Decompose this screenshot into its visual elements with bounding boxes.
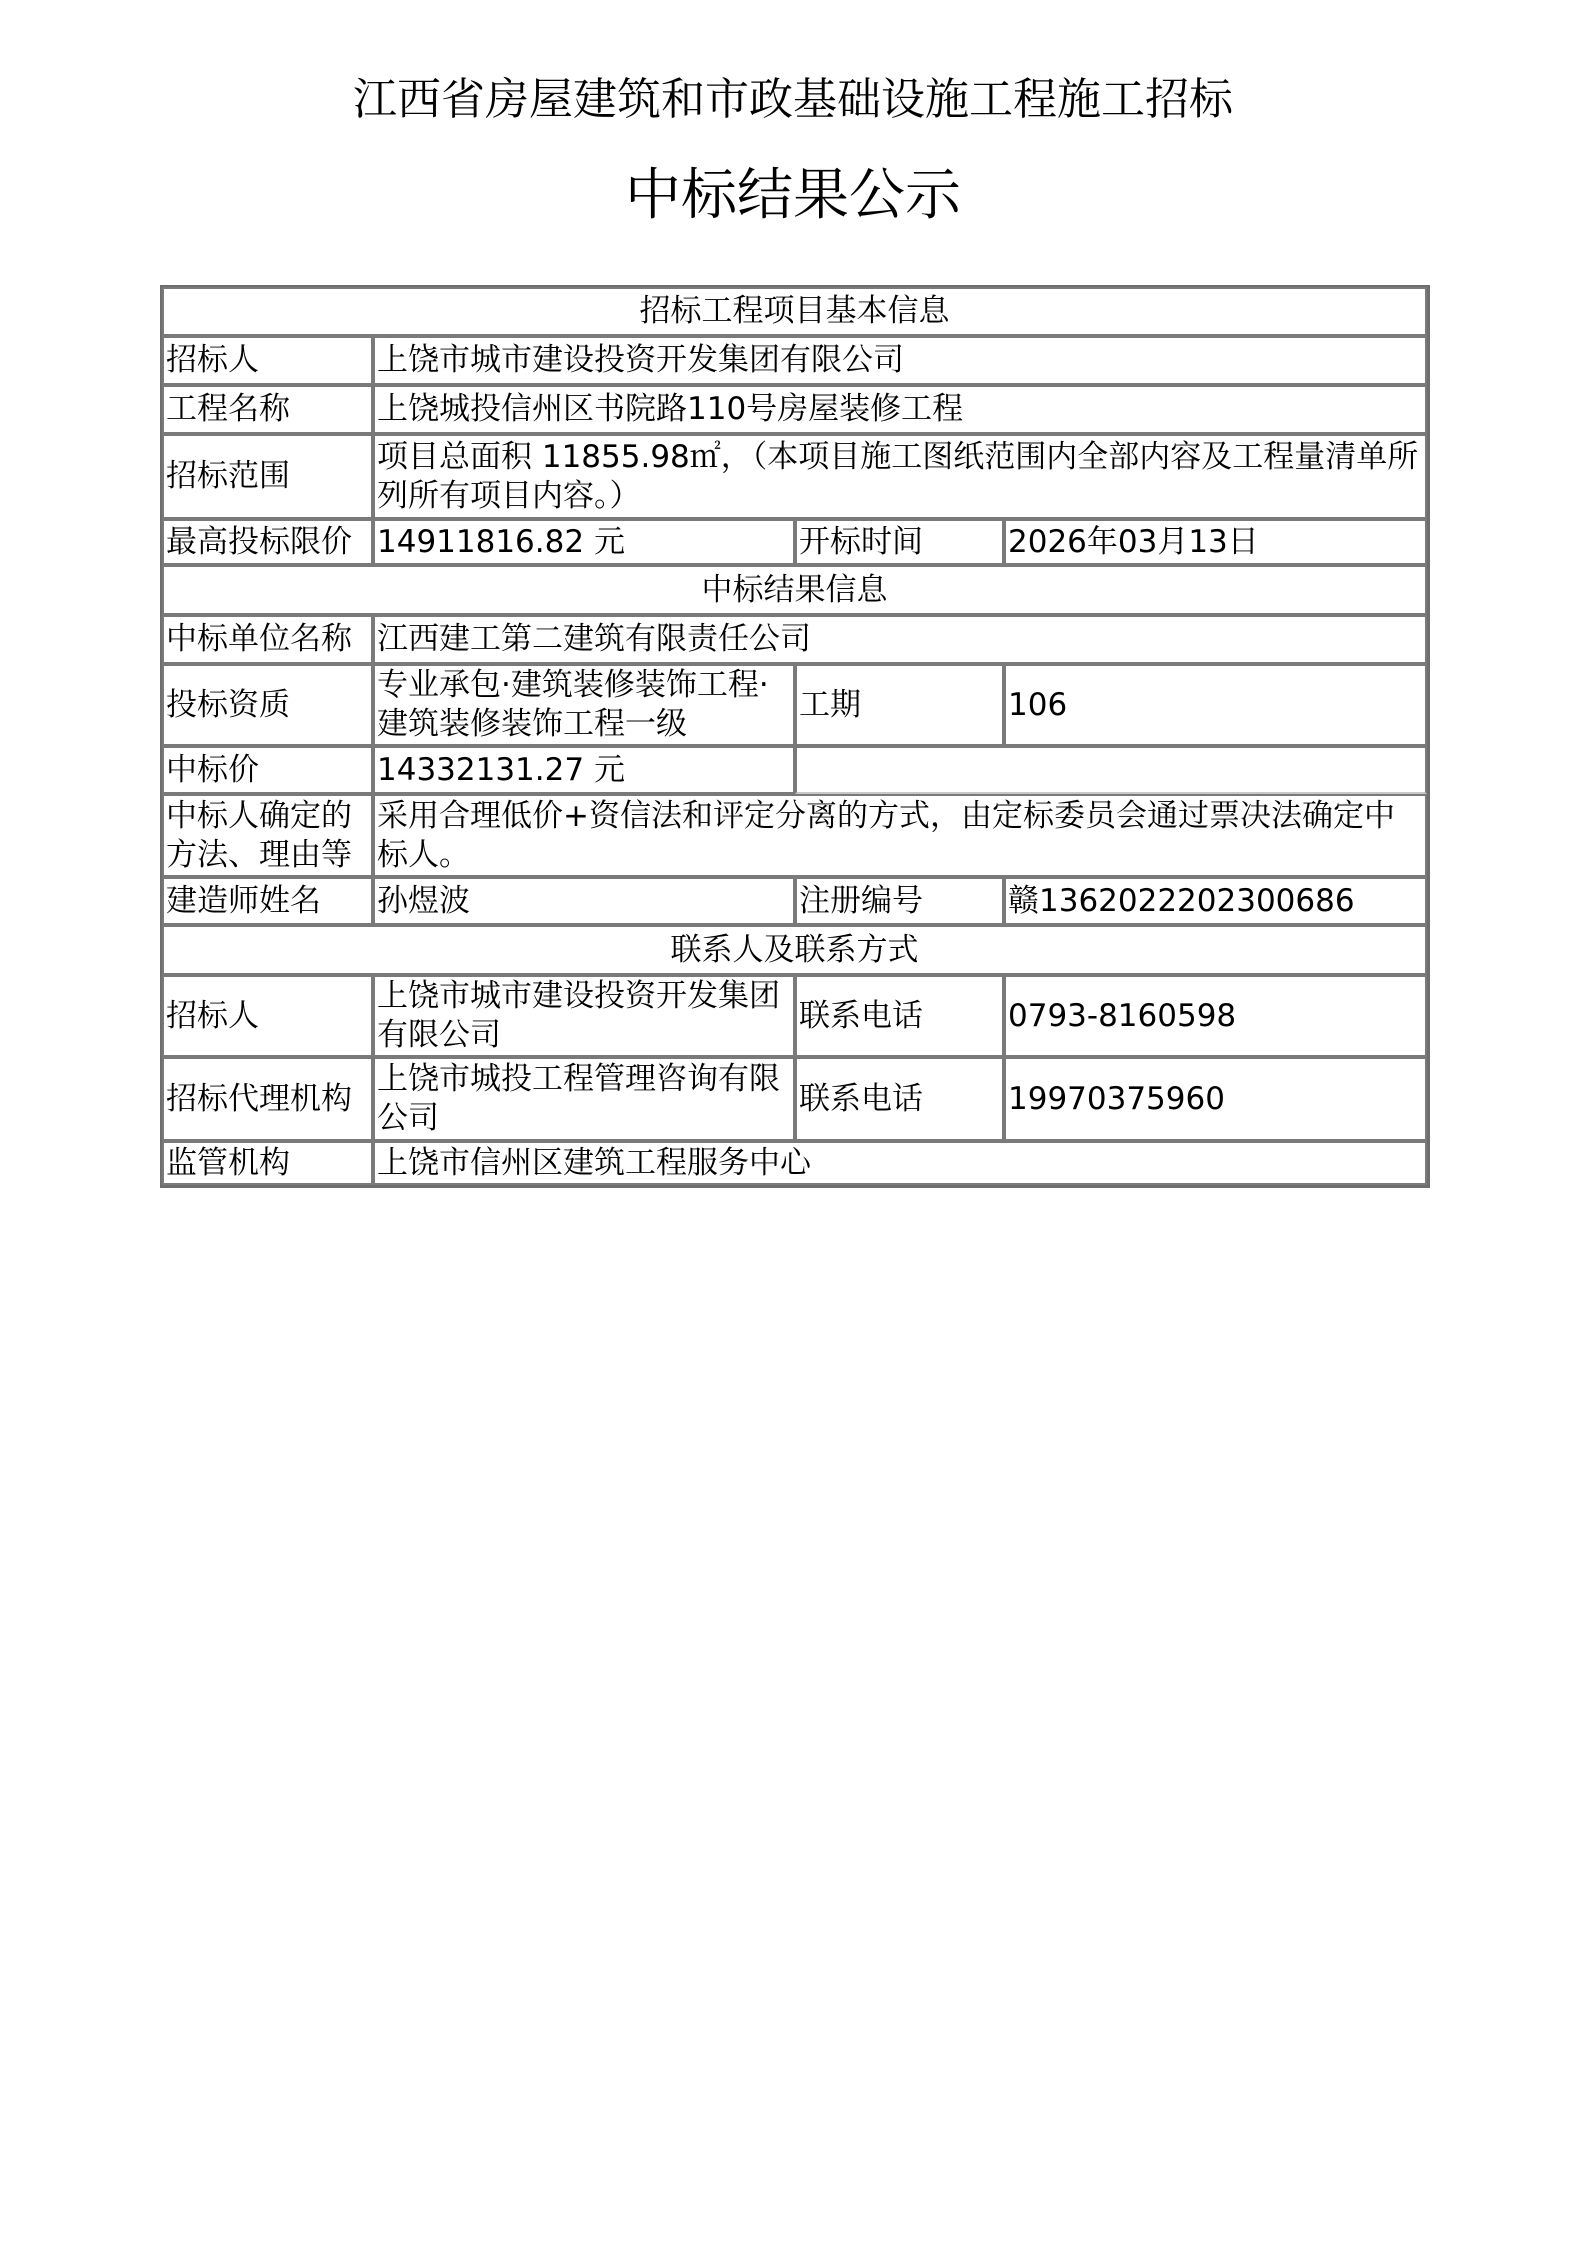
contact-tenderer-value: 上饶市城市建设投资开发集团有限公司	[373, 975, 795, 1057]
project-name-label: 工程名称	[162, 385, 373, 434]
agency-phone-label: 联系电话	[795, 1057, 1004, 1141]
section-heading-contacts: 联系人及联系方式	[162, 925, 1427, 975]
bid-open-value: 2026年03月13日	[1004, 519, 1427, 565]
project-name-value: 上饶城投信州区书院路110号房屋装修工程	[373, 385, 1427, 434]
section-heading-basic-info: 招标工程项目基本信息	[162, 287, 1427, 336]
reg-no-label: 注册编号	[795, 877, 1004, 925]
max-price-value: 14911816.82 元	[373, 519, 795, 565]
table-row	[162, 664, 1427, 746]
table-row	[162, 746, 1427, 794]
method-label: 中标人确定的方法、理由等	[162, 794, 373, 877]
section-header-row	[162, 565, 1427, 615]
price-label: 中标价	[162, 746, 373, 794]
contact-tenderer-label: 招标人	[162, 975, 373, 1057]
tenderer-label: 招标人	[162, 336, 373, 385]
document-title: 江西省房屋建筑和市政基础设施工程施工招标	[353, 74, 1233, 125]
max-price-label: 最高投标限价	[162, 519, 373, 565]
table-row	[162, 975, 1427, 1057]
tenderer-phone-label: 联系电话	[795, 975, 1004, 1057]
result-table	[160, 285, 1430, 1188]
agency-phone-value: 19970375960	[1004, 1057, 1427, 1141]
qualification-value: 专业承包·建筑装修装饰工程·建筑装修装饰工程一级	[373, 664, 795, 746]
scope-value: 项目总面积 11855.98㎡，（本项目施工图纸范围内全部内容及工程量清单所列所有项目内容。）	[373, 434, 1427, 519]
table-row	[162, 615, 1427, 664]
section-header-row	[162, 287, 1427, 336]
table-row	[162, 794, 1427, 877]
table-row	[162, 385, 1427, 434]
document-subtitle: 中标结果公示	[625, 163, 961, 228]
tenderer-value: 上饶市城市建设投资开发集团有限公司	[373, 336, 1427, 385]
qualification-label: 投标资质	[162, 664, 373, 746]
reg-no-value: 赣1362022202300686	[1004, 877, 1427, 925]
table-row	[162, 519, 1427, 565]
table-row	[162, 1141, 1427, 1185]
duration-label: 工期	[795, 664, 1004, 746]
table-row	[162, 434, 1427, 519]
price-value: 14332131.27 元	[373, 746, 795, 794]
tenderer-phone-value: 0793-8160598	[1004, 975, 1427, 1057]
method-value: 采用合理低价+资信法和评定分离的方式，由定标委员会通过票决法确定中标人。	[373, 794, 1427, 877]
bid-open-label: 开标时间	[795, 519, 1004, 565]
empty-cell	[795, 746, 1427, 794]
agency-label: 招标代理机构	[162, 1057, 373, 1141]
agency-value: 上饶市城投工程管理咨询有限公司	[373, 1057, 795, 1141]
winner-label: 中标单位名称	[162, 615, 373, 664]
section-heading-result-info: 中标结果信息	[162, 565, 1427, 615]
supervisor-label: 监管机构	[162, 1141, 373, 1185]
section-header-row	[162, 925, 1427, 975]
table-row	[162, 1057, 1427, 1141]
supervisor-value: 上饶市信州区建筑工程服务中心	[373, 1141, 1427, 1185]
table-row	[162, 877, 1427, 925]
duration-value: 106	[1004, 664, 1427, 746]
winner-value: 江西建工第二建筑有限责任公司	[373, 615, 1427, 664]
table-row	[162, 336, 1427, 385]
scope-label: 招标范围	[162, 434, 373, 519]
builder-value: 孙煜波	[373, 877, 795, 925]
builder-label: 建造师姓名	[162, 877, 373, 925]
